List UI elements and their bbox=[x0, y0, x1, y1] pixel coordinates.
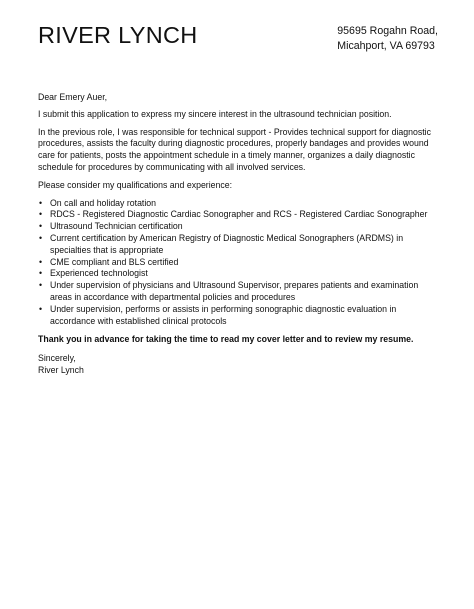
list-item: • Under supervision of physicians and Ultrasound Supervisor, prepares patients and examination areas in accordance with departmental policies and procedures bbox=[39, 280, 419, 302]
bullet-icon: • bbox=[39, 280, 43, 291]
list-item: • RDCS - Registered Diagnostic Cardiac Sonographer and RCS - Registered Cardiac Sonographer bbox=[39, 209, 428, 220]
list-item: • Under supervision, performs or assists in performing sonographic diagnostic evaluation in accordance with established clinical protocols bbox=[39, 303, 397, 326]
thanks-paragraph: Thank you in advance for taking the time to read my cover letter and to review my resume. bbox=[38, 334, 414, 345]
list-item: • Current certification by American Registry of Diagnostic Medical Sonographers (ARDMS) in specialties that is appropriate bbox=[39, 232, 404, 255]
letter-header bbox=[38, 22, 438, 62]
bullet-icon: • bbox=[39, 209, 43, 220]
applicant-name: RIVER LYNCH bbox=[38, 22, 198, 48]
address-line-1: 95695 Rogahn Road, bbox=[337, 25, 438, 37]
list-item: • On call and holiday rotation bbox=[39, 197, 157, 208]
bullet-icon: • bbox=[39, 197, 43, 208]
list-item: • CME compliant and BLS certified bbox=[39, 256, 179, 267]
closing: Sincerely, bbox=[38, 353, 76, 364]
address-line-2: Micahport, VA 69793 bbox=[337, 40, 435, 52]
bullet-icon: • bbox=[39, 303, 43, 314]
qualifications-list bbox=[38, 198, 440, 328]
list-item: • Ultrasound Technician certification bbox=[39, 221, 183, 232]
greeting: Dear Emery Auer, bbox=[38, 92, 108, 102]
qualifications-intro: Please consider my qualifications and experience: bbox=[38, 179, 233, 190]
list-item: • Experienced technologist bbox=[39, 268, 148, 279]
bullet-icon: • bbox=[39, 221, 43, 232]
letter-body bbox=[38, 92, 440, 377]
bullet-icon: • bbox=[39, 232, 43, 243]
previous-role-paragraph: In the previous role, I was responsible for technical support - Provides technical support for diagnostic procedures, assists the faculty during diagnostic procedures, properly bandages and provides wound care for patients, posts the appointment schedule in a timely manner, organizes a daily diagnostic schedule for procedures by communicating with all involved services. bbox=[38, 126, 431, 172]
bullet-icon: • bbox=[39, 256, 43, 267]
signature: River Lynch bbox=[38, 364, 84, 375]
applicant-address bbox=[337, 24, 438, 54]
bullet-icon: • bbox=[39, 268, 43, 279]
intro-paragraph: I submit this application to express my sincere interest in the ultrasound technician position. bbox=[38, 108, 392, 119]
